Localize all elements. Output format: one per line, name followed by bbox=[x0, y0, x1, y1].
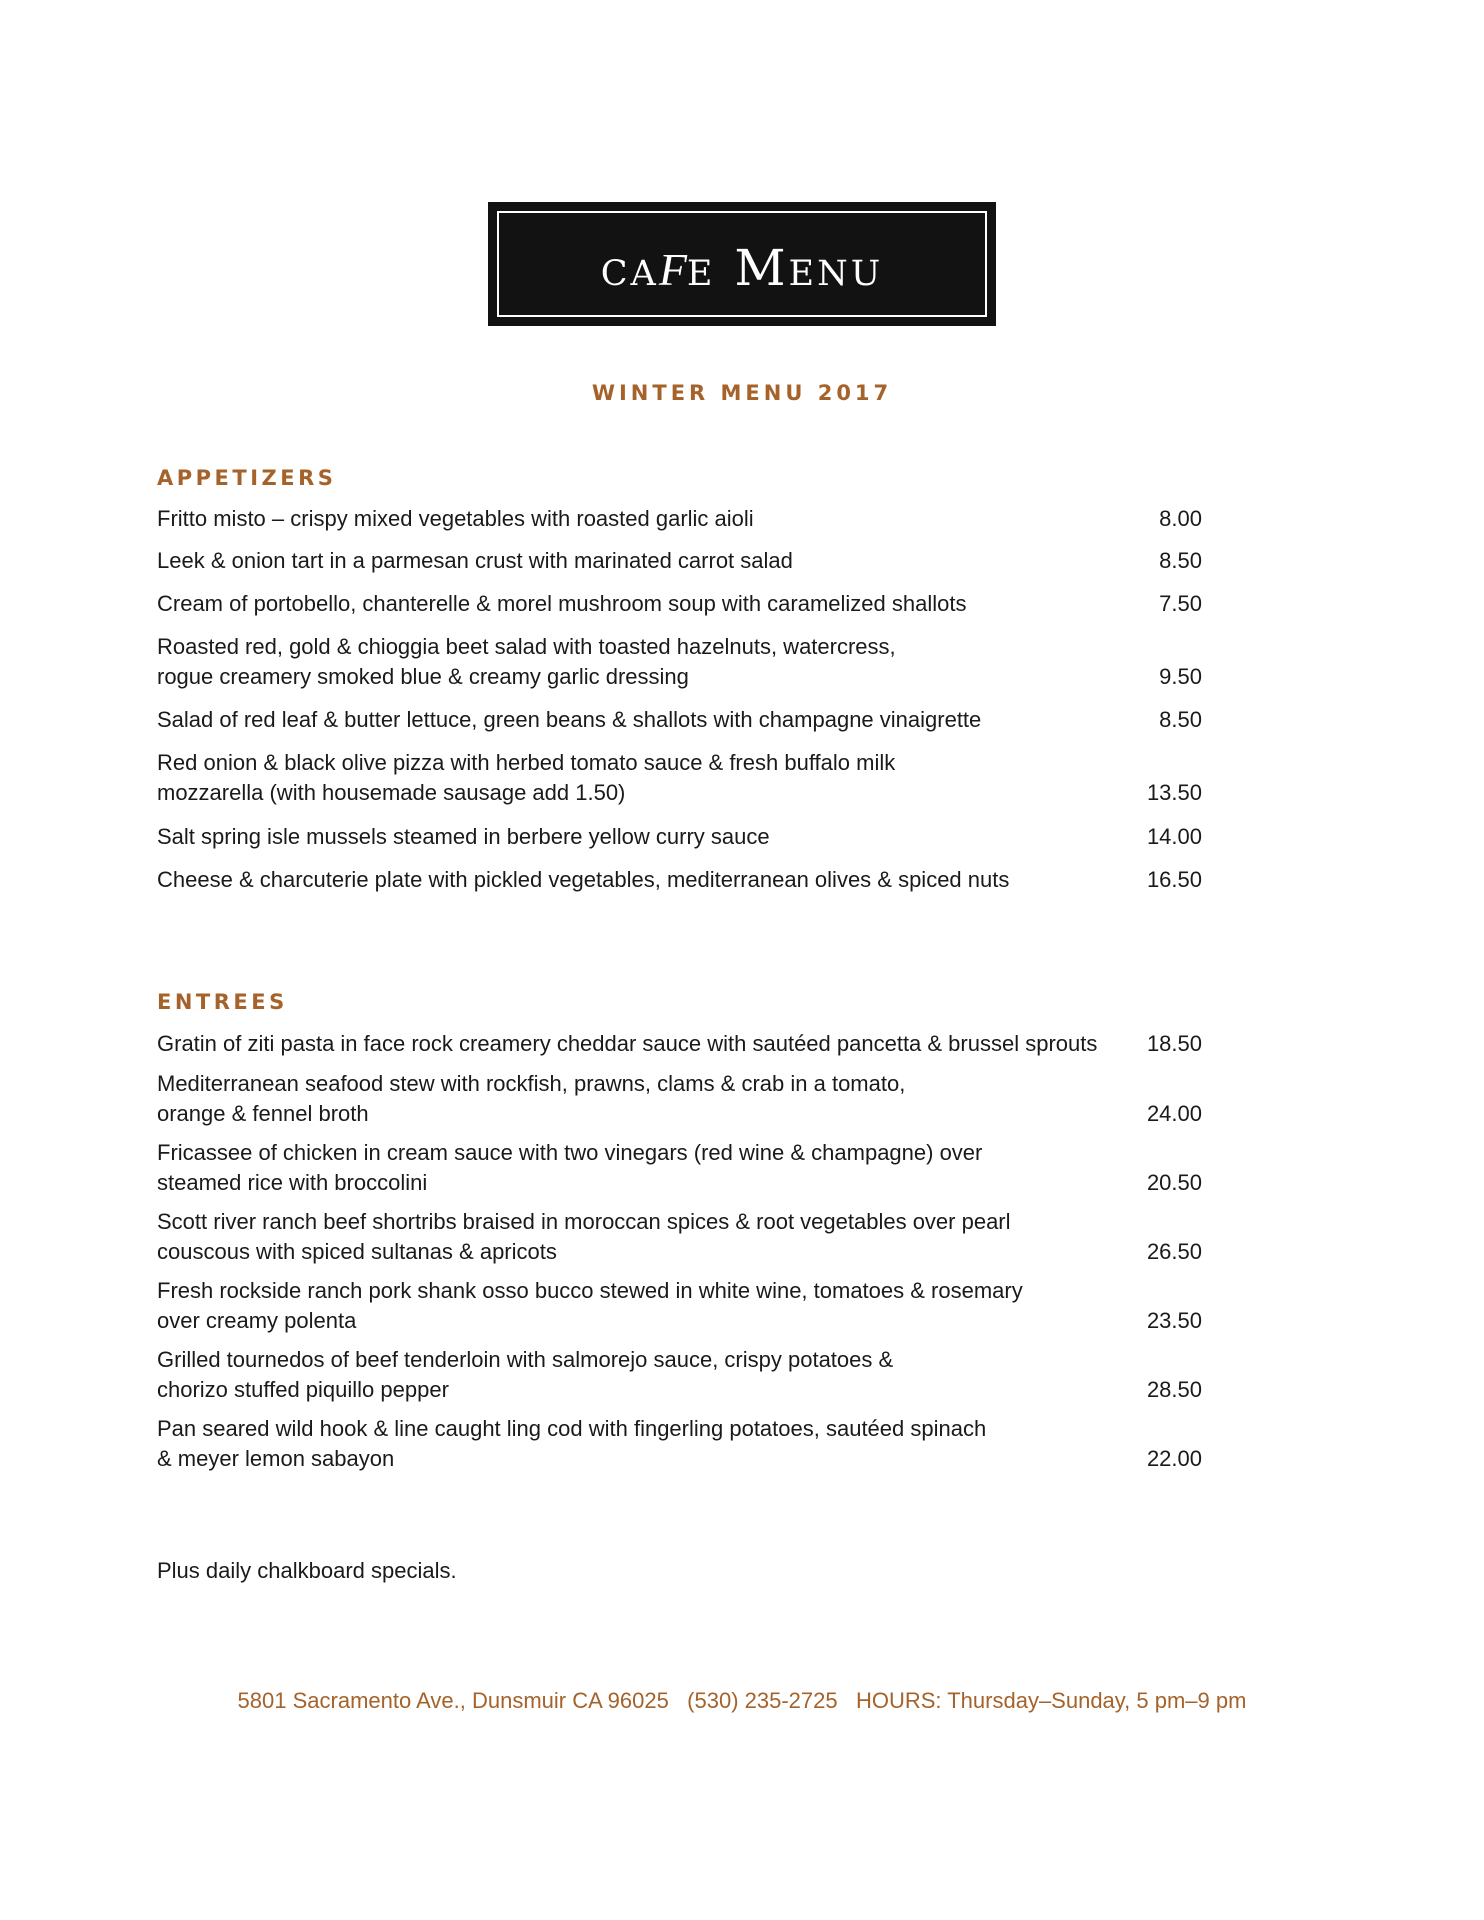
logo-frame bbox=[497, 211, 987, 317]
item-description: Salt spring isle mussels steamed in berbere yellow curry sauce bbox=[157, 824, 770, 849]
item-price: 9.50 bbox=[1159, 664, 1202, 689]
logo-text-script-f: f bbox=[658, 227, 687, 300]
menu-item bbox=[157, 865, 1202, 895]
item-description: Red onion & black olive pizza with herbed tomato sauce & fresh buffalo milk mozzarella (with housemade sausage add 1.50) bbox=[157, 750, 896, 805]
item-description: Grilled tournedos of beef tenderloin with salmorejo sauce, crispy potatoes & chorizo stuffed piquillo pepper bbox=[157, 1347, 894, 1402]
entrees-heading: ENTREES bbox=[157, 990, 288, 1014]
cafe-menu-logo bbox=[488, 202, 996, 326]
menu-item bbox=[157, 1414, 1202, 1474]
appetizers-heading: APPETIZERS bbox=[157, 466, 337, 490]
item-price: 23.50 bbox=[1146, 1308, 1202, 1333]
menu-item bbox=[157, 1345, 1202, 1405]
item-description: Fresh rockside ranch pork shank osso bucco stewed in white wine, tomatoes & rosemary over creamy polenta bbox=[157, 1278, 1023, 1333]
item-description: Scott river ranch beef shortribs braised in moroccan spices & root vegetables over pearl couscous with spiced sultanas & apricots bbox=[157, 1209, 1011, 1264]
item-description: Pan seared wild hook & line caught ling cod with fingerling potatoes, sautéed spinach & meyer lemon sabayon bbox=[157, 1416, 987, 1471]
menu-item bbox=[157, 1069, 1202, 1129]
item-description: Roasted red, gold & chioggia beet salad with toasted hazelnuts, watercress, rogue creamery smoked blue & creamy garlic dressing bbox=[157, 634, 896, 689]
item-description: Cheese & charcuterie plate with pickled vegetables, mediterranean olives & spiced nuts bbox=[157, 867, 1010, 892]
menu-item bbox=[157, 1207, 1202, 1267]
menu-item bbox=[157, 589, 1202, 619]
item-price: 7.50 bbox=[1159, 591, 1202, 616]
menu-item bbox=[157, 1276, 1202, 1336]
menu-item bbox=[157, 546, 1202, 576]
menu-item bbox=[157, 504, 1202, 534]
logo-text-part1: ca bbox=[600, 239, 659, 297]
item-description: Salad of red leaf & butter lettuce, green beans & shallots with champagne vinaigrette bbox=[157, 707, 982, 732]
menu-item bbox=[157, 822, 1202, 852]
item-price: 8.00 bbox=[1159, 506, 1202, 531]
menu-item bbox=[157, 632, 1202, 692]
item-description: Gratin of ziti pasta in face rock creamery cheddar sauce with sautéed pancetta & brussel sprouts bbox=[157, 1031, 1098, 1056]
item-price: 16.50 bbox=[1146, 867, 1202, 892]
item-price: 26.50 bbox=[1146, 1239, 1202, 1264]
item-description: Fritto misto – crispy mixed vegetables with roasted garlic aioli bbox=[157, 506, 754, 531]
item-price: 14.00 bbox=[1146, 824, 1202, 849]
logo-text-part3: e Menu bbox=[686, 239, 884, 297]
item-price: 24.00 bbox=[1146, 1101, 1202, 1126]
item-description: Cream of portobello, chanterelle & morel mushroom soup with caramelized shallots bbox=[157, 591, 967, 616]
logo-text bbox=[601, 226, 883, 302]
item-description: Fricassee of chicken in cream sauce with two vinegars (red wine & champagne) over steamed rice with broccolini bbox=[157, 1140, 983, 1195]
footer-contact: 5801 Sacramento Ave., Dunsmuir CA 96025 (530) 235-2725 HOURS: Thursday–Sunday, 5 pm–9 pm bbox=[237, 1688, 1247, 1713]
item-price: 20.50 bbox=[1146, 1170, 1202, 1195]
item-description: Leek & onion tart in a parmesan crust with marinated carrot salad bbox=[157, 548, 793, 573]
item-description: Mediterranean seafood stew with rockfish, prawns, clams & crab in a tomato, orange & fennel broth bbox=[157, 1071, 906, 1126]
item-price: 13.50 bbox=[1146, 780, 1202, 805]
menu-item bbox=[157, 748, 1202, 808]
specials-note: Plus daily chalkboard specials. bbox=[157, 1558, 457, 1583]
item-price: 18.50 bbox=[1146, 1031, 1202, 1056]
item-price: 8.50 bbox=[1159, 707, 1202, 732]
item-price: 8.50 bbox=[1159, 548, 1202, 573]
menu-item bbox=[157, 1029, 1202, 1059]
item-price: 28.50 bbox=[1146, 1377, 1202, 1402]
menu-item bbox=[157, 705, 1202, 735]
menu-item bbox=[157, 1138, 1202, 1198]
item-price: 22.00 bbox=[1146, 1446, 1202, 1471]
menu-subtitle: WINTER MENU 2017 bbox=[591, 381, 893, 405]
